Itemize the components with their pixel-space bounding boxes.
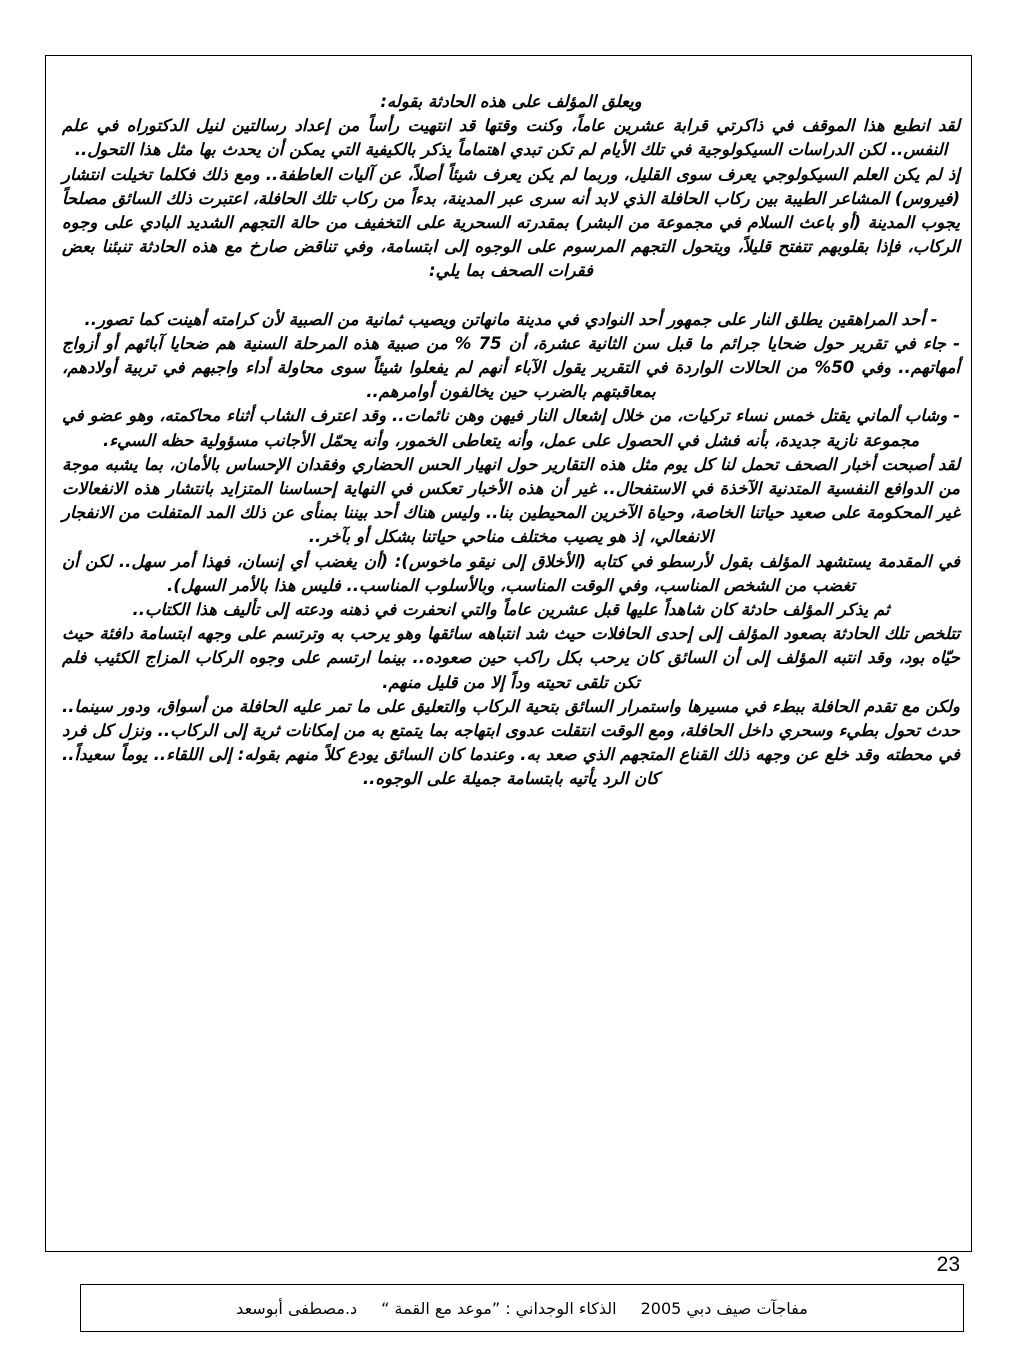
footer [80,1284,964,1332]
news-item: - أحد المراهقين يطلق النار على جمهور أحد النوادي في مدينة مانهاتن ويصيب ثمانية من الصبية لأن كرامته أهينت كما تصور.. [84,309,938,329]
footer-series: مفاجآت صيف دبي 2005 [640,1298,808,1318]
spacer [62,284,960,308]
page-number: 23 [936,1253,960,1276]
footer-author: د.مصطفى أبوسعد [236,1298,358,1318]
paragraph: لقد أصبحت أخبار الصحف تحمل لنا كل يوم مثل هذه التقارير حول انهيار الحس الحضاري وفقدان الإحساس بالأمان، بما يشبه موجة من الدوافع النفسية المتدنية الآخذة في الاستفحال.. غير أن هذه الأخبار تعكس في النهاية إحساسنا المتزايد بانتشار هذه الانفعالات غير المحكومة على صعيد حياتنا الخاصة، وحياة الآخرين المحيطين بنا.. وليس هناك أحد بيننا بمنأى عن ذلك المد المتفلت من الانفجار الانفعالي، إذ هو يصيب مختلف مناحي حياتنا بشكل أو بآخر.. [62,454,960,547]
paragraph: ثم يذكر المؤلف حادثة كان شاهداً عليها قبل عشرين عاماً والتي انحفرت في ذهنه ودعته إلى تأليف هذا الكتاب.. [132,600,890,620]
paragraph: تتلخص تلك الحادثة بصعود المؤلف إلى إحدى الحافلات حيث شد انتباهه سائقها وهو يرحب به وترتسم على وجهه ابتسامة دافئة حيث حيّاه بود، وقد انتبه المؤلف إلى أن السائق كان يرحب بكل راكب حين صعوده.. بينما ارتسم على وجوه الركاب المزاج الكئيب فلم تكن تلقى تحيته وداً إلا من قليل منهم. [62,624,960,692]
paragraph: في المقدمة يستشهد المؤلف بقول لأرسطو في كتابه (الأخلاق إلى نيقو ماخوس): (أن يغضب أي إنسان، فهذا أمر سهل.. لكن أن تغضب من الشخص المناسب، وفي الوقت المناسب، وبالأسلوب المناسب.. فليس هذا بالأمر السهل). [62,551,960,595]
news-item: - وشاب ألماني يقتل خمس نساء تركيات، من خلال إشعال النار فيهن وهن نائمات.. وقد اعترف الشاب أثناء محاكمته، وهو عضو في مجموعة نازية جديدة، بأنه فشل في الحصول على عمل، وأنه يتعاطى الخمور، وأنه يحمّل الأجانب مسؤولية حظه السيء. [62,406,960,450]
paragraph: لقد انطبع هذا الموقف في ذاكرتي قرابة عشرين عاماً، وكنت وقتها قد انتهيت رأساً من إعداد رسالتين لنيل الدكتوراه في علم النفس.. لكن الدراسات السيكولوجية في تلك الأيام لم تكن تبدي اهتماماً يذكر بالكيفية التي يمكن أن يحدث بها مثل هذا التحول.. [62,116,960,160]
news-item: - جاء في تقرير حول ضحايا جرائم ما قبل سن الثانية عشرة، أن 75 % من صبية هذه المرحلة السنية هم ضحايا آبائهم أو أزواج أمهاتهم.. وفي 50% من الحالات الواردة في التقرير يقول الآباء أنهم لم يفعلوا شيئاً سوى محاولة أداء واجبهم في تربية أولادهم، بمعاقبتهم بالضرب حين يخالفون أوامرهم.. [62,333,960,402]
intro-line: ويعلق المؤلف على هذه الحادثة بقوله: [380,92,642,111]
article-body [62,90,960,792]
paragraph: ولكن مع تقدم الحافلة ببطء في مسيرها واستمرار السائق بتحية الركاب والتعليق على ما تمر عليه الحافلة من أسواق، ودور سينما.. حدث تحول بطيء وسحري داخل الحافلة، ومع الوقت انتقلت عدوى ابتهاجه بما يتمتع به من إمكانات ثرية إلى الركاب.. ونزل كل فرد في محطته وقد خلع عن وجهه ذلك القناع المتجهم الذي صعد به. وعندما كان السائق يودع كلاً منهم بقوله: إلى اللقاء.. يوماً سعيداً.. كان الرد يأتيه بابتسامة جميلة على الوجوه.. [62,696,960,789]
paragraph: إذ لم يكن العلم السيكولوجي يعرف سوى القليل، وربما لم يكن يعرف شيئاً أصلاً، عن آليات العاطفة.. ومع ذلك فكلما تخيلت انتشار (فيروس) المشاعر الطيبة بين ركاب الحافلة الذي لابد أنه سرى عبر المدينة، بدءاً من ركاب تلك الحافلة، اعتبرت ذلك السائق مصلحاً يجوب المدينة (أو باعث السلام في مجموعة من البشر) بمقدرته السحرية على التخفيف من حالة التجهم الشديد البادي على وجوه الركاب، فإذا بقلوبهم تتفتح قليلاً، ويتحول التجهم المرسوم على الوجوه إلى ابتسامة، وفي تناقض صارخ مع هذه الحادثة تنبئنا بعض فقرات الصحف بما يلي: [62,164,960,281]
footer-book: الذكاء الوجداني : ”موعد مع القمة “ [381,1298,617,1318]
